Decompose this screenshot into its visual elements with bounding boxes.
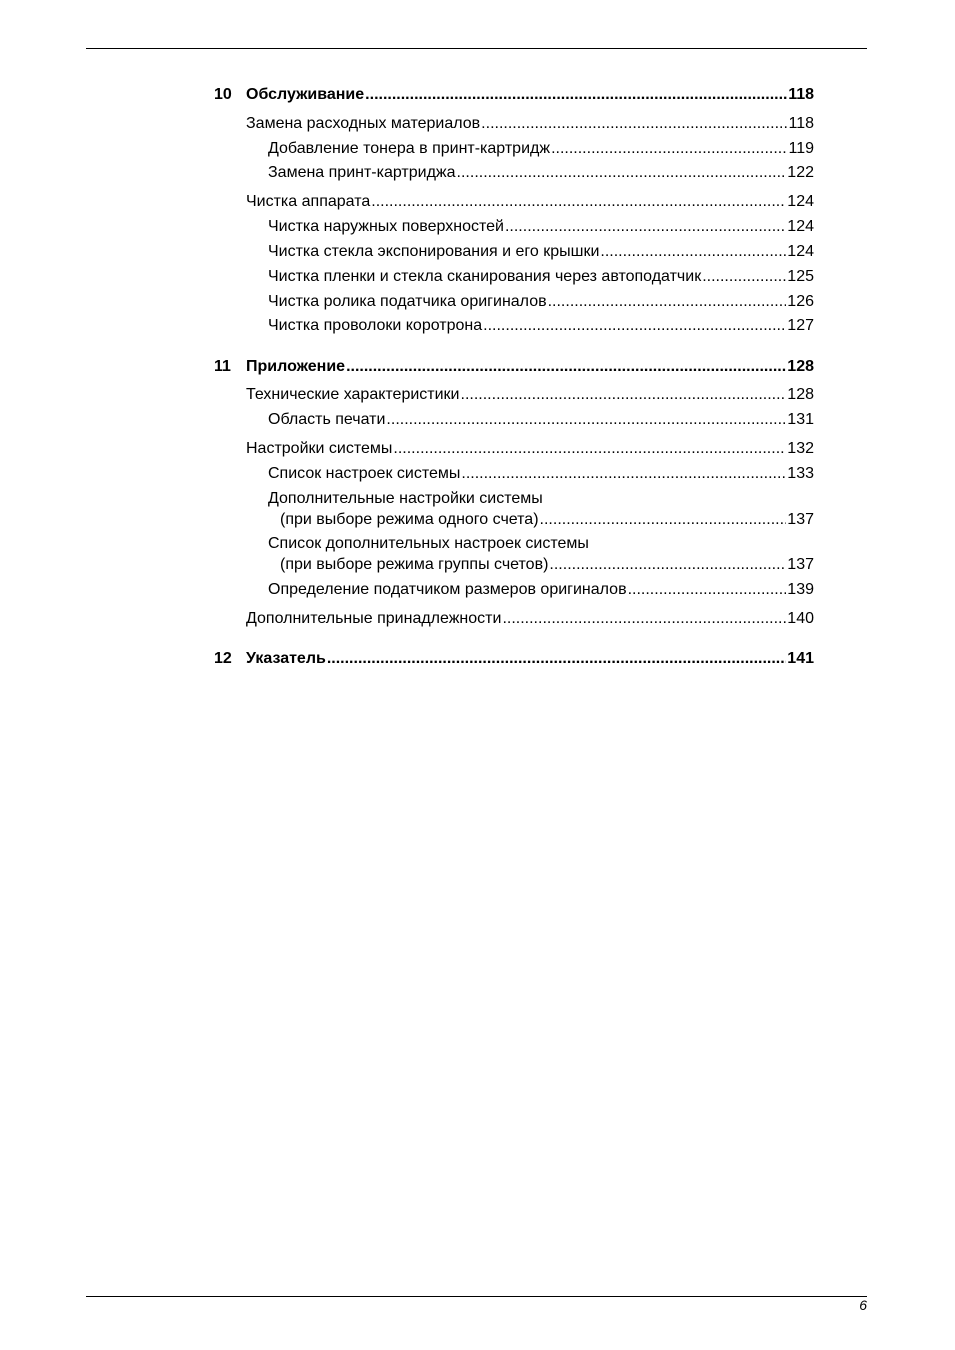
toc-entry-label: Обслуживание	[246, 86, 365, 103]
toc-page-number: 118	[788, 86, 814, 103]
toc-page-number: 140	[787, 610, 814, 627]
toc-chapter-11[interactable]	[214, 357, 814, 377]
dot-leader	[548, 292, 787, 312]
toc-entry-label: Чистка ролика податчика оригиналов	[268, 293, 547, 310]
toc-subsection-11-2-2-line1[interactable]: Дополнительные настройки системы	[268, 490, 543, 507]
dot-leader	[702, 267, 786, 287]
toc-page-number: 128	[787, 358, 814, 375]
toc-entry-label: Дополнительные принадлежности	[246, 610, 502, 627]
toc-entry-label: Настройки системы	[246, 440, 393, 457]
dot-leader	[365, 85, 787, 105]
toc-page-number: 137	[787, 511, 814, 528]
toc-section-11-1[interactable]	[246, 385, 814, 405]
toc-page-number: 122	[787, 164, 814, 181]
chapter-number: 12	[214, 650, 232, 667]
toc-page-number: 118	[788, 115, 814, 132]
toc-subsection-10-2-2[interactable]	[268, 242, 814, 262]
toc-entry-label: Чистка пленки и стекла сканирования через автоподатчик	[268, 268, 702, 285]
dot-leader	[327, 649, 786, 669]
toc-subsection-10-2-3[interactable]	[268, 267, 814, 287]
dot-leader	[461, 464, 786, 484]
dot-leader	[457, 163, 787, 183]
dot-leader	[549, 555, 786, 575]
chapter-number: 11	[214, 358, 231, 375]
dot-leader	[393, 439, 786, 459]
toc-subsection-10-2-1[interactable]	[268, 217, 814, 237]
dot-leader	[540, 510, 787, 530]
toc-page-number: 124	[787, 193, 814, 210]
dot-leader	[481, 114, 787, 134]
page-number: 6	[859, 1297, 867, 1313]
toc-subsection-11-2-2[interactable]	[280, 510, 814, 530]
toc-entry-label: Добавление тонера в принт-картридж	[268, 140, 551, 157]
toc-entry-label: Определение податчиком размеров оригиналов	[268, 581, 627, 598]
toc-page-number: 139	[787, 581, 814, 598]
toc-page-number: 119	[788, 140, 814, 157]
toc-section-11-3[interactable]	[246, 609, 814, 629]
toc-entry-label: Замена расходных материалов	[246, 115, 481, 132]
toc-section-11-2[interactable]	[246, 439, 814, 459]
chapter-number: 10	[214, 86, 232, 103]
toc-entry-label: Чистка аппарата	[246, 193, 371, 210]
toc-entry-label: (при выборе режима группы счетов)	[280, 556, 549, 573]
toc-section-10-1[interactable]	[246, 114, 814, 134]
dot-leader	[371, 192, 786, 212]
dot-leader	[551, 139, 787, 159]
toc-entry-label: (при выборе режима одного счета)	[280, 511, 539, 528]
toc-page-number: 127	[787, 317, 814, 334]
dot-leader	[502, 609, 786, 629]
dot-leader	[386, 410, 786, 430]
toc-page-number: 124	[787, 243, 814, 260]
toc-subsection-11-2-3[interactable]	[280, 555, 814, 575]
toc-subsection-10-2-4[interactable]	[268, 292, 814, 312]
toc-entry-label: Чистка наружных поверхностей	[268, 218, 504, 235]
toc-subsection-10-1-2[interactable]	[268, 163, 814, 183]
toc-subsection-11-2-4[interactable]	[268, 580, 814, 600]
toc-entry-label: Технические характеристики	[246, 386, 460, 403]
toc-entry-label: Чистка стекла экспонирования и его крышки	[268, 243, 600, 260]
toc-chapter-10[interactable]	[214, 85, 814, 105]
toc-entry-label: Замена принт-картриджа	[268, 164, 456, 181]
toc-page-number: 131	[787, 411, 814, 428]
toc-chapter-12[interactable]	[214, 649, 814, 669]
toc-page-number: 128	[787, 386, 814, 403]
dot-leader	[628, 580, 787, 600]
dot-leader	[461, 385, 787, 405]
toc-page-number: 132	[787, 440, 814, 457]
toc-section-10-2[interactable]	[246, 192, 814, 212]
toc-entry-label: Приложение	[246, 358, 346, 375]
footer-rule	[86, 1296, 867, 1297]
toc-subsection-10-2-5[interactable]	[268, 316, 814, 336]
dot-leader	[505, 217, 786, 237]
toc-page-number: 133	[787, 465, 814, 482]
toc-subsection-11-2-1[interactable]	[268, 464, 814, 484]
toc-subsection-11-2-3-line1[interactable]: Список дополнительных настроек системы	[268, 535, 589, 552]
toc-subsection-10-1-1[interactable]	[268, 139, 814, 159]
dot-leader	[600, 242, 786, 262]
toc-entry-label: Указатель	[246, 650, 326, 667]
dot-leader	[483, 316, 786, 336]
toc-entry-label: Область печати	[268, 411, 386, 428]
dot-leader	[346, 357, 786, 377]
toc-entry-label: Список настроек системы	[268, 465, 461, 482]
toc-page-number: 141	[787, 650, 814, 667]
toc-entry-label: Чистка проволоки коротрона	[268, 317, 483, 334]
toc-subsection-11-1-1[interactable]	[268, 410, 814, 430]
toc-page-number: 137	[787, 556, 814, 573]
toc-page-number: 124	[787, 218, 814, 235]
toc-page-number: 126	[787, 293, 814, 310]
toc-page-number: 125	[787, 268, 814, 285]
